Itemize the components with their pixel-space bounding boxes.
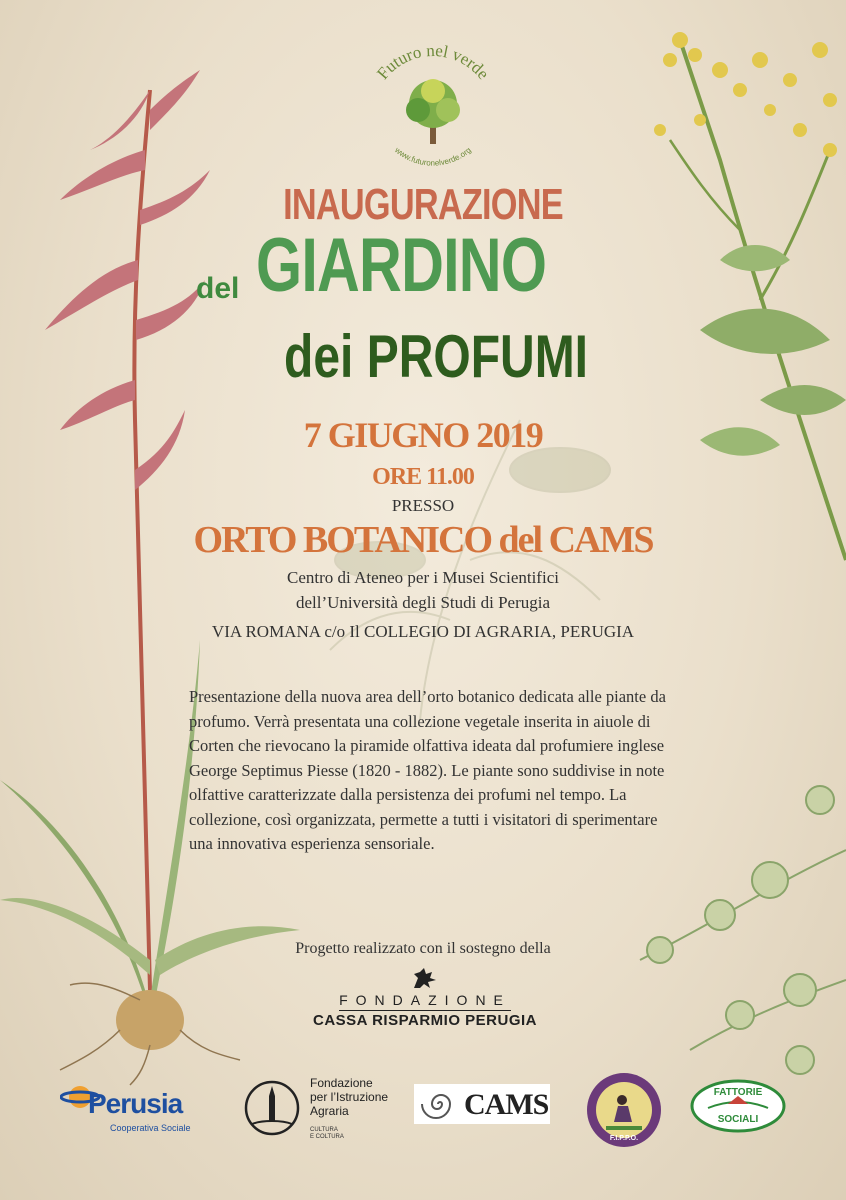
perusia-subtitle: Cooperativa Sociale	[110, 1123, 191, 1133]
fia-line-3: Agraria	[310, 1104, 349, 1118]
nautilus-shell-icon	[418, 1086, 462, 1122]
svg-text:www.futuronelverde.org	[392, 145, 472, 168]
fia-motto-1: CULTURA	[310, 1127, 338, 1133]
fondazione-crp-logo	[290, 966, 560, 1029]
fia-line-1: Fondazione	[310, 1076, 373, 1090]
presso-label: PRESSO	[391, 496, 455, 515]
fippo-logo	[584, 1070, 664, 1150]
title-dei-profumi	[284, 322, 588, 391]
event-date: 7 GIUGNO 2019	[303, 415, 543, 455]
fondazione-istruzione-agraria-logo	[240, 1070, 400, 1150]
event-time: ORE 11.00	[372, 464, 474, 490]
venue-subtitle-1: Centro di Ateneo per i Musei Scientifici	[287, 568, 559, 587]
tree-icon	[406, 79, 460, 144]
event-description: Presentazione della nuova area dell’orto botanico dedicata alle piante da profumo. Verrà presentata una collezione vegetale inserita in aiuole di Corten che rievocano la piramide olfattiva ideata dal profumiere inglese George Septimus Piesse (1820 - 1882). Le piante sono suddivise in note olfattive caratterizzate dalla persistenza dei profumi nel tempo. La collezione, così organizzata, permette a tutti i visitatori di sperimentare una innovativa esperienza sensoriale.	[189, 687, 666, 853]
fippo-name: F.I.P.P.O.	[609, 1135, 639, 1142]
fondazione-label: FONDAZIONE	[339, 992, 511, 1011]
fia-motto-2: E COLTURA	[310, 1134, 344, 1140]
venue-address: VIA ROMANA c/o Il COLLEGIO DI AGRARIA, PERUGIA	[211, 622, 635, 641]
fattorie-line-1: FATTORIE	[713, 1087, 763, 1098]
title-inaugurazione: INAUGURAZIONE	[283, 180, 563, 229]
perusia-name: Perusia	[88, 1088, 183, 1119]
logo-url-text: www.futuronelverde.org	[393, 145, 473, 168]
perusia-logo	[58, 1078, 218, 1138]
fattorie-line-2: SOCIALI	[717, 1114, 759, 1125]
logo-arc-text: Futuro nel verde	[373, 40, 494, 84]
griffin-icon	[410, 966, 440, 990]
futuro-nel-verde-logo	[348, 36, 518, 176]
bell-tower-icon	[242, 1072, 302, 1142]
cams-name: CAMS	[464, 1088, 549, 1121]
venue-subtitle-2: dell’Università degli Studi di Perugia	[295, 593, 550, 612]
footer-logos	[0, 1070, 846, 1170]
fia-text	[310, 1076, 388, 1118]
sponsor-intro: Progetto realizzato con il sostegno della	[295, 940, 551, 957]
cassa-risparmio-label: CASSA RISPARMIO PERUGIA	[312, 1012, 538, 1029]
title-giardino: GIARDINO	[256, 223, 547, 308]
cams-logo	[414, 1084, 550, 1124]
title-del: del	[196, 272, 240, 305]
title-profumi: PROFUMI	[366, 323, 589, 390]
title-dei: dei	[284, 323, 354, 390]
svg-text:Futuro nel verde	[373, 41, 493, 83]
fia-motto	[310, 1127, 344, 1141]
fattorie-sociali-logo	[688, 1076, 788, 1136]
venue-name: ORTO BOTANICO del CAMS	[193, 519, 653, 561]
fia-line-2: per l’Istruzione	[310, 1090, 389, 1104]
